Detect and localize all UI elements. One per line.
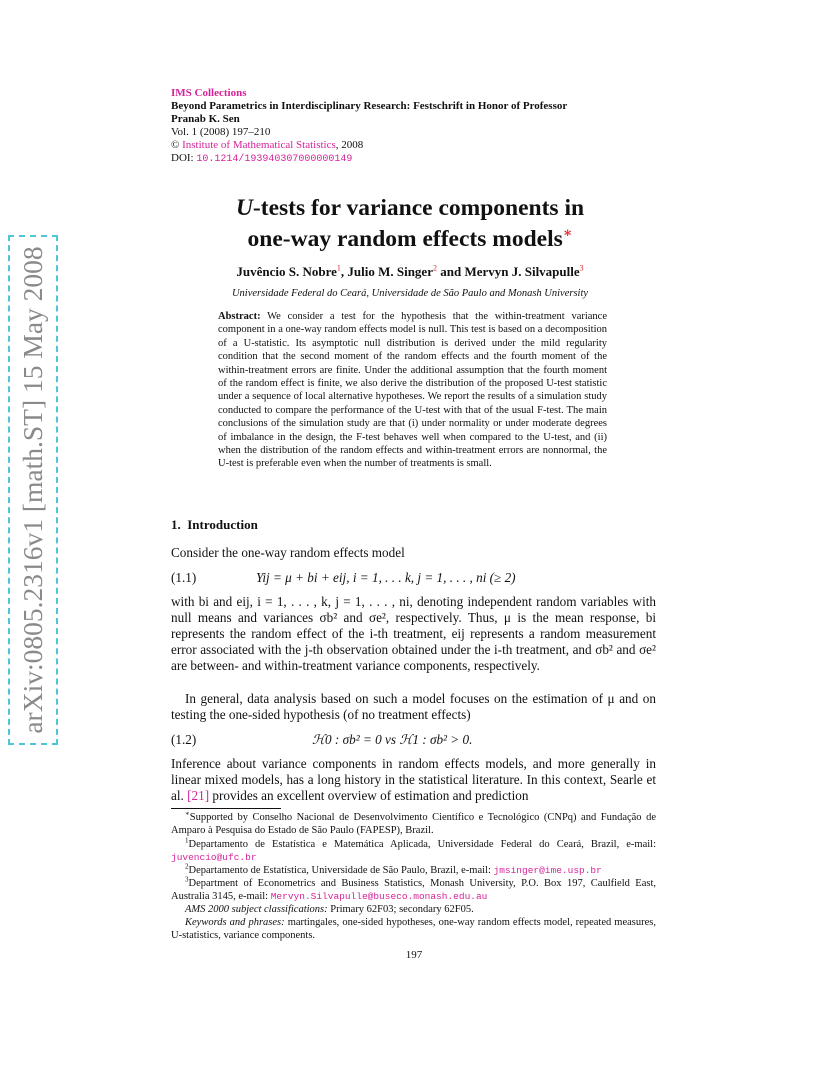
affiliation: Universidade Federal do Ceará, Universidade de São Paulo and Monash University (231, 288, 589, 299)
paper-title (150, 193, 670, 255)
title-line2: one-way random effects models (247, 226, 563, 252)
footnote-1-text: Departamento de Estatística e Matemática Aplicada, Universidade Federal do Ceará, Brazil, e-mail: (188, 839, 656, 850)
footnote-3-text: Department of Econometrics and Business Statistics, Monash University, P.O. Box 197, Caulfield East, Australia 3145, e-mail: (171, 878, 656, 902)
email-1-link[interactable]: juvencio@ufc.br (171, 851, 257, 863)
section-heading (171, 517, 258, 533)
abstract-text: We consider a test for the hypothesis that the within-treatment variance component in a one-way random effects model is null. This test is based on a decomposition of a U-statistic. Its asymptotic null distribution is derived under the mild regularity condition that the second moment of the random effects and the fourth moment of the within-treatment errors are finite. Under the additional assumption that the fourth moment of the random effect is finite, we also derive the distribution of the proposed U-test statistic under a sequence of local alternative hypotheses. We report the results of a simulation study conducted to compare the performance of the U-test with that of the usual F-test. The main conclusions of the simulation study are that (i) under normality or under moderate degrees of imbalance in the design, the F-test behaves well when compared to the U-test, and (ii) when the distribution of the random effects and within-treatment errors are nonnormal, the U-test is preferable even when the number of treatments is small. (218, 311, 607, 470)
authors-and: and (436, 264, 465, 279)
footnote-funding-text: Supported by Conselho Nacional de Desenvolvimento Científico e Tecnológico (CNPq) and Fundação de Amparo à Pesquisa do Estado de São Paulo (FAPESP), Brazil. (171, 812, 656, 836)
section-title: Introduction (187, 517, 258, 532)
doi-link[interactable]: 10.1214/193940307000000149 (196, 154, 353, 165)
author-2: Julio M. Singer (347, 264, 433, 279)
title-u: U (235, 195, 253, 221)
author-2-mark[interactable]: 2 (432, 263, 437, 273)
author-3: Mervyn J. Silvapulle (464, 264, 580, 279)
section-number: 1. (171, 517, 181, 532)
paragraph-4-text-a: Inference about variance components in random effects models, and more generally in linear mixed models, has a long history in the statistical literature. In this context, Searle et al. (171, 756, 656, 803)
footnote-1-mark: 1 (185, 836, 189, 845)
book-title-line2: Pranab K. Sen (171, 113, 240, 125)
footnote-3-mark: 3 (185, 875, 189, 884)
author-1: Juvêncio S. Nobre (236, 264, 337, 279)
paragraph-4 (171, 756, 656, 804)
paragraph-2: with bi and eij, i = 1, . . . , k, j = 1, . . . , ni, denoting independent random variables with null means and variances σb² and σe², respectively. Thus, μ is the mean response, bi represents the random effect of the i-th treatment, eij represents a random measurement error associated with the j-th observation obtained under the i-th treatment, and σb² and σe² are between- and within-treatment variance components, respectively. (171, 594, 656, 673)
equation-1: Yij = μ + bi + eij, i = 1, . . . k, j = 1, . . . , ni (≥ 2) (256, 570, 516, 585)
abstract-label: Abstract: (218, 311, 261, 322)
copyright-symbol: © (171, 139, 180, 151)
msc-label: AMS 2000 subject classifications: (185, 904, 328, 915)
citation-link[interactable]: [21] (187, 788, 210, 803)
collection-link[interactable]: IMS Collections (171, 87, 247, 99)
equation-1-number: (1.1) (171, 570, 197, 585)
msc-text: Primary 62F03; secondary 62F05. (327, 904, 474, 915)
footnote-2 (171, 862, 656, 878)
equation-2: ℋ0 : σb² = 0 vs ℋ1 : σb² > 0. (312, 732, 473, 747)
page-number: 197 (405, 949, 423, 961)
footnote-1 (171, 836, 656, 865)
abstract (218, 310, 607, 471)
footnote-funding (171, 809, 656, 838)
title-line1: -tests for variance components in (252, 195, 585, 221)
institute-link[interactable]: Institute of Mathematical Statistics (182, 139, 336, 151)
doi-label: DOI: (171, 152, 197, 164)
book-title-line1: Beyond Parametrics in Interdisciplinary Research: Festschrift in Honor of Professor (171, 100, 568, 112)
volume-info: Vol. 1 (2008) 197–210 (171, 126, 271, 138)
keywords (171, 917, 656, 943)
paragraph-3: In general, data analysis based on such a model focuses on the estimation of μ and on testing the one-sided hypothesis (of no treatment effects) (171, 691, 656, 722)
doi-line (171, 152, 352, 166)
copyright-line (171, 139, 363, 152)
footnote-funding-mark: ∗ (185, 809, 190, 818)
arxiv-stamp-text: arXiv:0805.2316v1 [math.ST] 15 May 2008 (17, 246, 48, 734)
arxiv-stamp (8, 235, 58, 745)
paragraph-4-text-b: provides an excellent overview of estimation and prediction (209, 788, 529, 803)
footnote-3 (171, 875, 656, 904)
title-footnote-mark[interactable]: ∗ (562, 226, 573, 242)
copyright-year: , 2008 (335, 139, 364, 151)
paragraph-1: Consider the one-way random effects model (171, 545, 405, 560)
authors: Juvêncio S. Nobre$^1$, Julio M. Singer$^2$ and Mervyn J. Silvapulle$^3$ (236, 263, 584, 279)
keywords-label: Keywords and phrases: (185, 917, 285, 928)
keywords-text: martingales, one-sided hypotheses, one-way random effects model, repeated measures, U-statistics, variance components. (171, 917, 656, 941)
equation-2-number: (1.2) (171, 732, 197, 747)
footnote-2-text: Departamento de Estatística, Universidade de São Paulo, Brazil, e-mail: (188, 865, 494, 876)
footnote-2-mark: 2 (185, 862, 189, 871)
author-1-mark[interactable]: 1 (336, 263, 341, 273)
subject-classifications (171, 904, 656, 917)
author-3-mark[interactable]: 3 (579, 263, 584, 273)
email-3-link[interactable]: Mervyn.Silvapulle@buseco.monash.edu.au (270, 890, 488, 902)
email-2-link[interactable]: jmsinger@ime.usp.br (493, 865, 602, 876)
